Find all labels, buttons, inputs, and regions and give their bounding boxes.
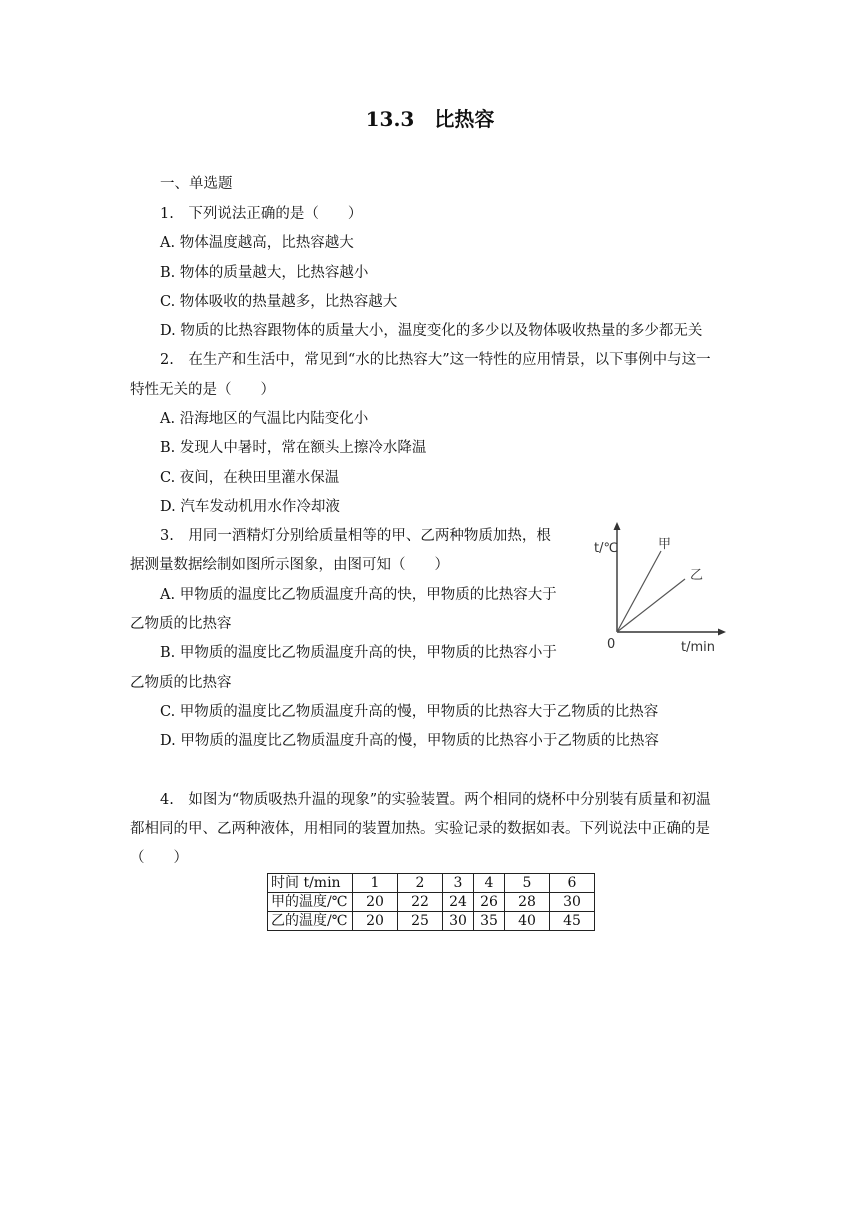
y-axis-label: t/℃ — [594, 541, 619, 556]
q2-stem-line2: 特性无关的是（ ） — [130, 382, 275, 398]
table-cell: 28 — [505, 893, 550, 912]
table-cell: 3 — [443, 874, 474, 893]
q3-option-c: C. 甲物质的温度比乙物质温度升高的慢，甲物质的比热容大于乙物质的比热容 — [160, 704, 659, 720]
q3-option-d: D. 甲物质的温度比乙物质温度升高的慢，甲物质的比热容小于乙物质的比热容 — [160, 733, 659, 749]
table-header-row — [268, 874, 595, 893]
q2-option-b: B. 发现人中暑时，常在额头上擦冷水降温 — [160, 440, 427, 456]
q2-option-a: A. 沿海地区的气温比内陆变化小 — [160, 411, 369, 427]
q2-stem-line1: 2. 在生产和生活中，常见到“水的比热容大”这一特性的应用情景，以下事例中与这一 — [160, 352, 711, 368]
table-cell: 20 — [353, 912, 398, 931]
table-cell: 40 — [505, 912, 550, 931]
q1-option-c: C. 物体吸收的热量越多，比热容越大 — [160, 294, 398, 310]
line-jia — [617, 551, 661, 632]
table-cell: 6 — [550, 874, 595, 893]
temperature-data-table — [267, 873, 595, 931]
x-axis-label: t/min — [681, 640, 715, 655]
table-cell: 26 — [474, 893, 505, 912]
table-row — [268, 893, 595, 912]
table-row — [268, 912, 595, 931]
q2-option-d: D. 汽车发动机用水作冷却液 — [160, 499, 340, 515]
table-cell: 20 — [353, 893, 398, 912]
origin-label: 0 — [607, 637, 616, 652]
line-jia-label: 甲 — [658, 537, 672, 552]
y-axis-arrow — [614, 522, 621, 530]
q4-stem-line1: 4. 如图为“物质吸热升温的现象”的实验装置。两个相同的烧杯中分别装有质量和初温 — [160, 792, 711, 808]
table-cell: 45 — [550, 912, 595, 931]
line-yi-label: 乙 — [690, 568, 704, 583]
q1-option-d: D. 物质的比热容跟物体的质量大小，温度变化的多少以及物体吸收热量的多少都无关 — [160, 323, 703, 339]
q3-option-a-line1: A. 甲物质的温度比乙物质温度升高的快，甲物质的比热容大于 — [160, 587, 557, 603]
section-heading: 一、单选题 — [160, 176, 233, 192]
table-cell: 22 — [398, 893, 443, 912]
q1-option-b: B. 物体的质量越大，比热容越小 — [160, 265, 369, 281]
table-cell: 24 — [443, 893, 474, 912]
q2-option-c: C. 夜间，在秧田里灌水保温 — [160, 470, 340, 486]
table-cell: 1 — [353, 874, 398, 893]
table-cell: 30 — [443, 912, 474, 931]
q4-stem-line3: （ ） — [130, 850, 188, 866]
table-cell: 30 — [550, 893, 595, 912]
table-cell: 5 — [505, 874, 550, 893]
table-cell: 时间 t/min — [268, 874, 353, 893]
q3-option-b-line1: B. 甲物质的温度比乙物质温度升高的快，甲物质的比热容小于 — [160, 645, 557, 661]
q1-option-a: A. 物体温度越高，比热容越大 — [160, 235, 354, 251]
q3-stem-line2: 据测量数据绘制如图所示图象，由图可知（ ） — [130, 557, 449, 573]
temperature-time-graph — [585, 520, 735, 660]
q3-option-a-line2: 乙物质的比热容 — [130, 616, 232, 632]
q4-stem-line2: 都相同的甲、乙两种液体，用相同的装置加热。实验记录的数据如表。下列说法中正确的是 — [130, 821, 710, 837]
table-cell: 35 — [474, 912, 505, 931]
table-cell: 25 — [398, 912, 443, 931]
q3-stem-line1: 3. 用同一酒精灯分别给质量相等的甲、乙两种物质加热，根 — [160, 528, 551, 544]
table-cell: 4 — [474, 874, 505, 893]
table-cell: 2 — [398, 874, 443, 893]
q3-option-b-line2: 乙物质的比热容 — [130, 675, 232, 691]
q1-stem: 1. 下列说法正确的是（ ） — [160, 206, 363, 222]
table-cell: 甲的温度/℃ — [268, 893, 353, 912]
x-axis-arrow — [718, 629, 726, 636]
line-yi — [617, 579, 685, 632]
table-cell: 乙的温度/℃ — [268, 912, 353, 931]
page-title: 13.3 比热容 — [365, 107, 495, 131]
